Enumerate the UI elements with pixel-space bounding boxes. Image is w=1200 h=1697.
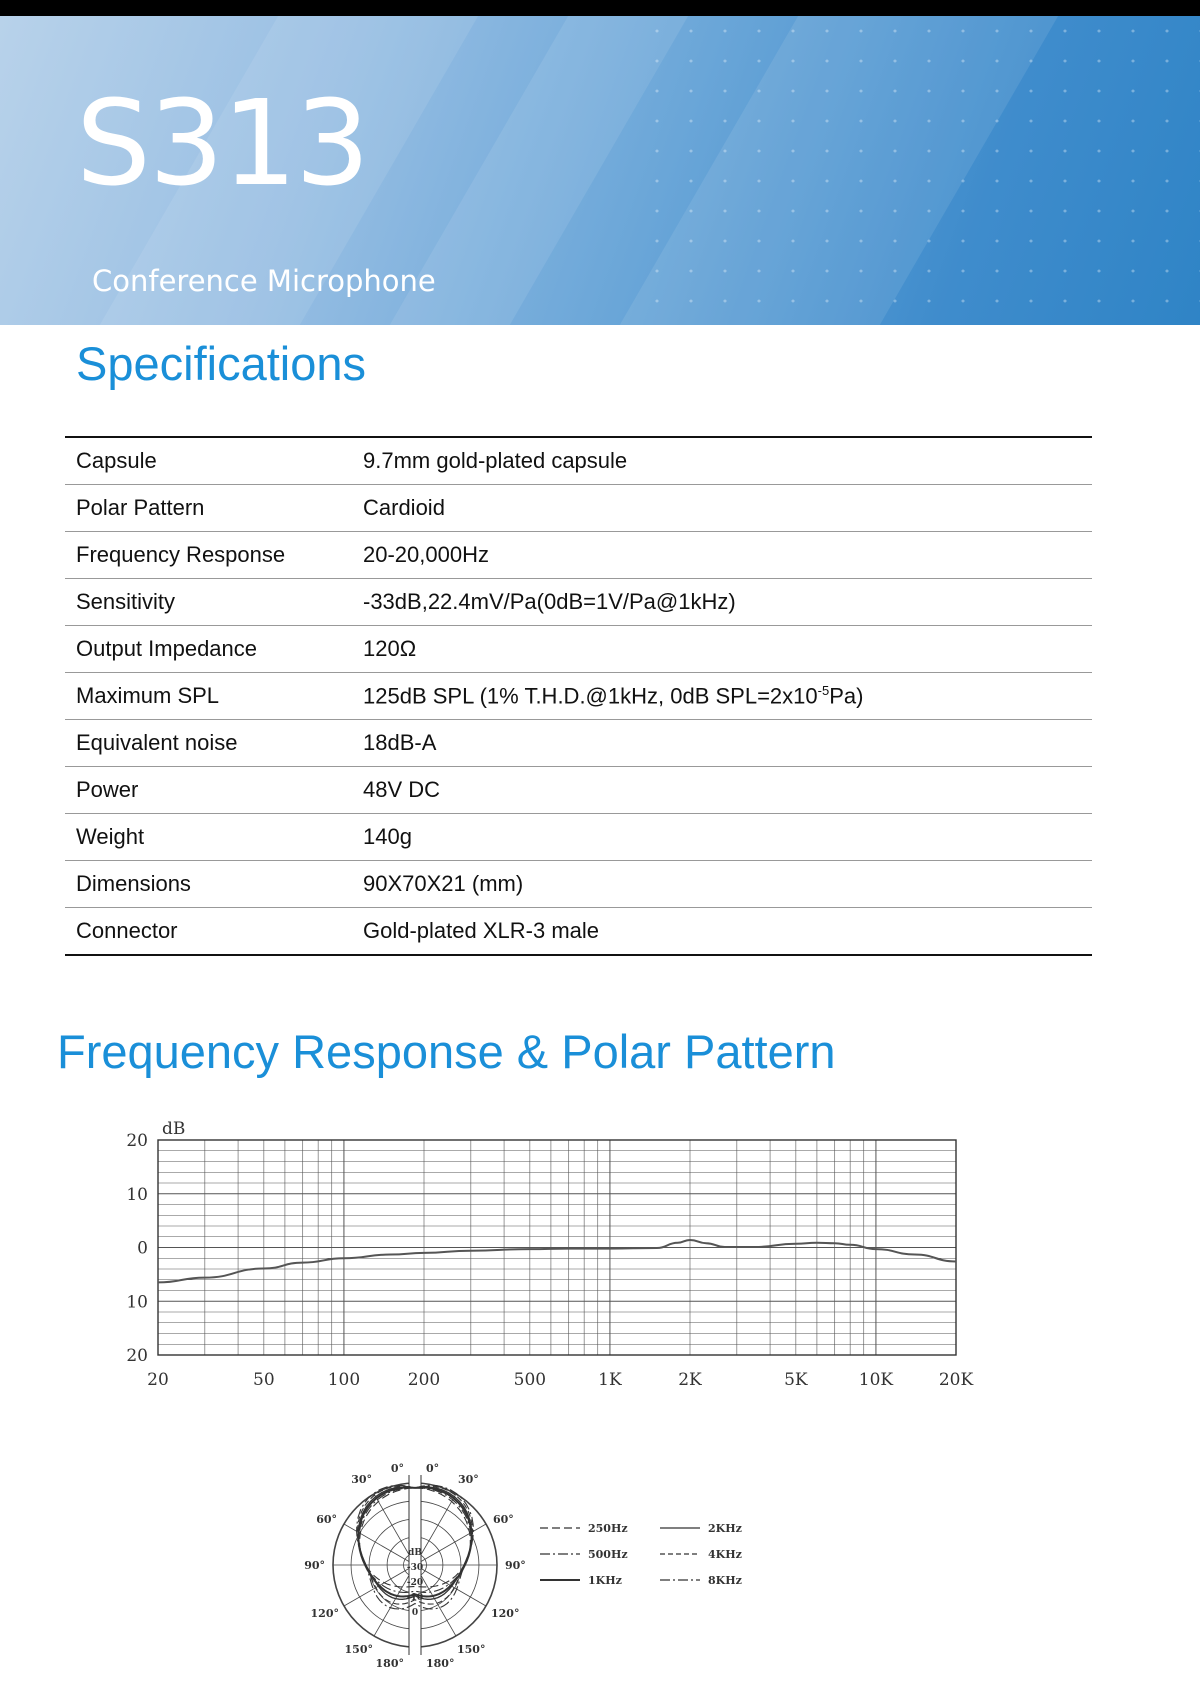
x-tick-label: 500: [513, 1370, 547, 1390]
banner-dot-pattern: [640, 16, 1200, 325]
spec-row-weight: [65, 814, 1092, 861]
x-tick-label: 20K: [938, 1370, 974, 1390]
spec-row-connector: [65, 908, 1092, 956]
spec-value: 9.7mm gold-plated capsule: [352, 437, 1092, 485]
spec-label: Frequency Response: [65, 532, 352, 579]
y-tick-label: 20: [126, 1131, 148, 1151]
x-tick-label: 5K: [784, 1370, 808, 1390]
polar-angle-label: 30°: [351, 1473, 372, 1486]
polar-radial-label: -30: [406, 1563, 424, 1573]
spec-label: Polar Pattern: [65, 485, 352, 532]
y-tick-label: 10: [126, 1292, 148, 1313]
specifications-table: [65, 436, 1092, 956]
x-tick-label: 1K: [598, 1370, 622, 1390]
spec-value-exponent: -5: [817, 682, 830, 698]
spec-value: 48V DC: [352, 767, 1092, 814]
spec-row-sensitivity: [65, 579, 1092, 626]
legend-label: 250Hz: [588, 1522, 628, 1535]
polar-angle-label: 180°: [375, 1657, 404, 1670]
spec-row-dimensions: [65, 861, 1092, 908]
spec-value: 18dB-A: [352, 720, 1092, 767]
y-tick-label: 10: [126, 1184, 148, 1205]
polar-angle-label: 60°: [493, 1513, 514, 1526]
polar-angle-label: 0°: [426, 1462, 440, 1475]
spec-value-unit: Pa): [829, 683, 864, 709]
spec-value: 90X70X21 (mm): [352, 861, 1092, 908]
spec-value: Gold-plated XLR-3 male: [363, 918, 600, 943]
spec-row-capsule: [65, 437, 1092, 485]
polar-angle-label: 0°: [390, 1462, 404, 1475]
header-banner: [0, 16, 1200, 325]
polar-angle-label: 120°: [310, 1607, 339, 1620]
x-tick-label: 10K: [858, 1370, 894, 1390]
polar-angle-label: 150°: [344, 1643, 373, 1656]
frequency-response-chart: [110, 1108, 980, 1398]
y-axis-label: dB: [162, 1119, 186, 1139]
spec-value: -33dB,22.4mV/Pa(0dB=1V/Pa@1kHz): [352, 579, 1092, 626]
legend-label: 8KHz: [708, 1574, 742, 1587]
spec-row-power: [65, 767, 1092, 814]
legend-label: 2KHz: [708, 1522, 742, 1535]
spec-value: Cardioid: [352, 485, 1092, 532]
spec-row-maximum-spl: [65, 673, 1092, 720]
spec-label: Maximum SPL: [65, 673, 352, 720]
spec-row-output-impedance: [65, 626, 1092, 673]
x-tick-label: 20: [147, 1370, 169, 1390]
spec-value-text: 125dB SPL (1% T.H.D.@1kHz, 0dB SPL=2x10: [363, 683, 818, 709]
spec-label: Connector: [76, 918, 178, 943]
polar-angle-label: 180°: [426, 1657, 455, 1670]
polar-pattern-chart: [285, 1450, 845, 1675]
spec-label: Output Impedance: [65, 626, 352, 673]
spec-row-equivalent-noise: [65, 720, 1092, 767]
polar-angle-label: 90°: [505, 1559, 526, 1572]
spec-row-polar-pattern: [65, 485, 1092, 532]
top-bar: [0, 0, 1200, 16]
polar-angle-label: 120°: [491, 1607, 520, 1620]
spec-value: [352, 673, 1092, 720]
polar-radial-label: -10: [406, 1593, 424, 1603]
polar-angle-label: 90°: [304, 1559, 325, 1572]
polar-angle-label: 30°: [458, 1473, 479, 1486]
x-tick-label: 50: [253, 1370, 275, 1390]
legend-label: 500Hz: [588, 1548, 628, 1561]
product-title: S313: [76, 74, 369, 212]
spec-label: Capsule: [65, 437, 352, 485]
x-tick-label: 2K: [678, 1370, 702, 1390]
x-tick-label: 100: [327, 1370, 361, 1390]
frequency-response-line: [158, 1240, 956, 1282]
spec-value: 20-20,000Hz: [352, 532, 1092, 579]
spec-value: 120Ω: [352, 626, 1092, 673]
specifications-heading: Specifications: [76, 337, 366, 390]
spec-row-frequency-response: [65, 532, 1092, 579]
y-tick-label: 0: [137, 1238, 148, 1259]
legend-label: 1KHz: [588, 1574, 622, 1587]
x-tick-label: 200: [407, 1370, 441, 1390]
spec-label: Equivalent noise: [65, 720, 352, 767]
polar-radial-label: dB: [408, 1548, 422, 1558]
polar-radial-label: 0: [411, 1608, 419, 1618]
spec-label: Power: [65, 767, 352, 814]
frequency-polar-heading: Frequency Response & Polar Pattern: [57, 1025, 836, 1078]
polar-angle-label: 150°: [457, 1643, 486, 1656]
spec-label: Dimensions: [65, 861, 352, 908]
product-subtitle: Conference Microphone: [92, 264, 436, 298]
polar-radial-label: -20: [406, 1578, 424, 1588]
polar-angle-label: 60°: [316, 1513, 337, 1526]
spec-label: Sensitivity: [65, 579, 352, 626]
spec-value: 140g: [352, 814, 1092, 861]
spec-label: Weight: [65, 814, 352, 861]
legend-label: 4KHz: [708, 1548, 742, 1561]
y-tick-label: 20: [126, 1346, 148, 1366]
